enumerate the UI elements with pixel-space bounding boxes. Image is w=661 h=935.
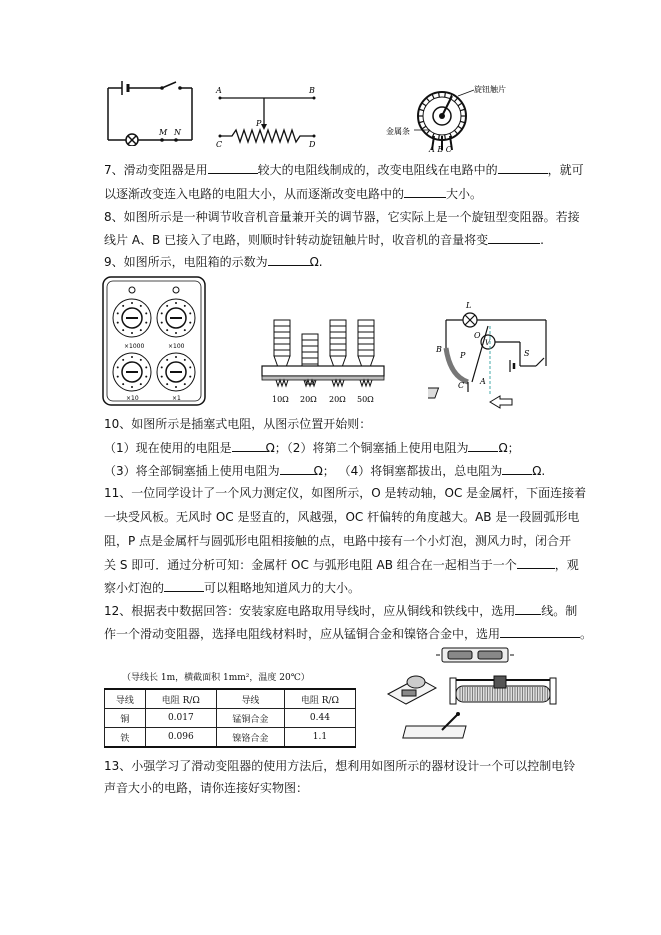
dial-mark <box>189 322 191 324</box>
knob-tick <box>454 130 457 134</box>
knob-tick <box>439 92 440 97</box>
question-11-line-5 <box>104 580 360 596</box>
plug-resistor-figure <box>258 298 388 408</box>
q11-text-5b: 可以粗略地知道风力的大小。 <box>204 581 361 595</box>
label-m: M <box>159 128 168 137</box>
dial-mark <box>140 305 142 307</box>
dial-mark <box>184 383 186 385</box>
dial-mark <box>161 366 163 368</box>
q7-text-3: ，就可 <box>547 163 584 177</box>
q7-blank-3[interactable] <box>404 186 446 198</box>
resistance-table <box>104 688 356 748</box>
q11-text-4b: ，观 <box>554 558 579 572</box>
wind-label-b: B <box>436 345 442 354</box>
dial-mark <box>166 329 168 331</box>
q10-text-4: （3）将全部铜塞插上使用电阻为 <box>104 464 280 478</box>
q12-text-1: 12、根据表中数据回答：安装家庭电路取用导线时，应从铜线和铁线中，选用 <box>104 604 516 618</box>
table-row <box>105 728 356 748</box>
question-8-line-2 <box>104 232 544 248</box>
table-cell: 铜 <box>105 709 146 728</box>
rheostat-schematic <box>212 84 322 148</box>
q10-text-6: Ω. <box>532 464 546 478</box>
table-cell: 锰铜合金 <box>216 709 284 728</box>
dial-mark <box>175 386 177 388</box>
knob-tick <box>422 103 426 106</box>
q10-text-3: Ω； <box>498 441 520 455</box>
knob-tick <box>458 126 462 129</box>
dial-mark <box>184 329 186 331</box>
q12-blank-2[interactable] <box>500 626 580 638</box>
wind-label-v: V <box>485 339 491 347</box>
label-p: P <box>256 119 262 128</box>
question-10-line-2 <box>104 463 545 479</box>
plug-label-20a: 20Ω <box>300 395 317 404</box>
dial-mark <box>184 359 186 361</box>
question-12-line-1 <box>104 603 577 619</box>
plug-label-50: 50Ω <box>357 395 374 404</box>
dial-mark <box>166 305 168 307</box>
dial-mark <box>122 329 124 331</box>
q12-text-3: 作一个滑动变阻器，选择电阻线材料时，应从锰铜合金和镍铬合金中，选用 <box>104 627 501 641</box>
dial-mark <box>140 359 142 361</box>
q9-blank[interactable] <box>268 254 310 266</box>
dial-mark <box>117 312 119 314</box>
rotary-knob-rheostat <box>380 82 510 152</box>
dial-mark <box>131 386 133 388</box>
knob-tick <box>426 98 429 102</box>
knob-tick <box>422 126 426 129</box>
knob-tick <box>419 121 424 122</box>
q9-text-2: Ω. <box>309 255 323 269</box>
knob-strip-label: 金属条 <box>386 127 410 136</box>
table-cell: 铁 <box>105 728 146 748</box>
question-10-title: 10、如图所示是插塞式电阻，从图示位置开始则： <box>104 417 372 431</box>
dial-mark <box>189 366 191 368</box>
table-header: 导线 <box>216 689 284 709</box>
knob-tick <box>460 109 465 110</box>
table-cell: 0.096 <box>145 728 216 748</box>
dial-mark <box>117 376 119 378</box>
resistance-table-caption: （导线长 1m，横截面积 1mm²，温度 20℃） <box>122 673 310 683</box>
q7-text-5: 大小。 <box>446 187 483 201</box>
q11-text-5a: 察小灯泡的 <box>104 581 165 595</box>
label-n: N <box>174 128 181 137</box>
dial-mark <box>189 312 191 314</box>
q12-blank-1[interactable] <box>515 603 541 615</box>
dial-mark <box>145 366 147 368</box>
question-7-line-1 <box>104 162 584 178</box>
q7-text-4: 以逐渐改变连入电路的电阻大小，从而逐渐改变电路中的 <box>104 187 405 201</box>
table-cell: 1.1 <box>284 728 355 748</box>
question-11-line-2: 一块受风板。无风时 OC 是竖直的，风越强，OC 杆偏转的角度越大。AB 是一段圆弧形电 <box>104 510 580 524</box>
table-cell: 镍铬合金 <box>216 728 284 748</box>
dial-mark <box>161 322 163 324</box>
q7-text-2: 较大的电阻线制成的，改变电阻线在电路中的 <box>257 163 498 177</box>
question-13-line-1: 13、小强学习了滑动变阻器的使用方法后，想利用如图所示的器材设计一个可以控制电铃 <box>104 759 576 773</box>
knob-tick <box>445 135 446 140</box>
wind-label-a: A <box>480 377 486 386</box>
table-row <box>105 709 356 728</box>
dial-mark <box>145 376 147 378</box>
dial-label-100: ×100 <box>168 343 185 350</box>
label-c: C <box>216 140 223 148</box>
dial-mark <box>161 312 163 314</box>
q10-text-1: （1）现在使用的电阻是 <box>104 441 232 455</box>
knob-title-label: 旋钮触片 <box>474 85 506 94</box>
q11-text-4a: 关 S 即可．通过分析可知：金属杆 OC 与弧形电阻 AB 组合在一起相当于一个 <box>104 558 517 572</box>
question-12-line-2 <box>104 626 592 642</box>
dial-mark <box>140 383 142 385</box>
wind-meter-figure <box>428 296 556 412</box>
dial-mark <box>131 332 133 334</box>
dial-mark <box>122 359 124 361</box>
dial-label-1: ×1 <box>172 395 181 402</box>
plug-label-20b: 20Ω <box>329 395 346 404</box>
table-header: 导线 <box>105 689 146 709</box>
dial-mark <box>175 332 177 334</box>
dial-mark <box>140 329 142 331</box>
table-header: 电阻 R/Ω <box>145 689 216 709</box>
wind-label-c: C <box>458 381 465 390</box>
label-d: D <box>309 140 316 148</box>
knob-tick <box>445 92 446 97</box>
dial-label-10: ×10 <box>126 395 139 402</box>
q12-text-2: 线。制 <box>541 604 578 618</box>
dial-mark <box>122 305 124 307</box>
q10-blank-2[interactable] <box>468 440 498 452</box>
q9-text-1: 9、如图所示，电阻箱的示数为 <box>104 255 268 269</box>
dial-label-1000: ×1000 <box>124 343 145 350</box>
wind-label-o: O <box>474 331 481 340</box>
dial-mark <box>122 383 124 385</box>
q11-blank-1[interactable] <box>517 557 555 569</box>
table-cell: 0.017 <box>145 709 216 728</box>
dial-mark <box>175 302 177 304</box>
q8-text-3: . <box>540 233 544 247</box>
table-cell: 0.44 <box>284 709 355 728</box>
q7-text-1: 7、滑动变阻器是用 <box>104 163 208 177</box>
q7-blank-2[interactable] <box>498 162 548 174</box>
q7-blank-1[interactable] <box>208 162 258 174</box>
q10-text-2: Ω；（2）将第二个铜塞插上使用电阻为 <box>265 441 469 455</box>
dial-mark <box>145 312 147 314</box>
q10-blank-1[interactable] <box>232 440 266 452</box>
wind-label-l: L <box>466 301 472 310</box>
wind-label-p: P <box>460 351 466 360</box>
question-10-line-1 <box>104 440 520 456</box>
dial-mark <box>189 376 191 378</box>
knob-abc-label: A B C <box>429 145 452 152</box>
table-header-row <box>105 689 356 709</box>
dial-mark <box>184 305 186 307</box>
knob-tick <box>426 130 429 134</box>
question-7-line-2 <box>104 186 482 202</box>
question-13-line-2: 声音大小的电路，请你连接好实物图： <box>104 781 309 795</box>
dial-mark <box>175 356 177 358</box>
knob-tick <box>432 94 434 99</box>
knob-tick <box>458 103 462 106</box>
q10-blank-4[interactable] <box>502 463 532 475</box>
question-11-line-4 <box>104 557 579 573</box>
circuit-diagram-lamp-switch <box>104 80 196 146</box>
q8-text-2: 线片 A、B 已接入了电路，则顺时针转动旋钮触片时，收音机的音量将变 <box>104 233 489 247</box>
knob-tick <box>460 121 465 122</box>
question-11-line-1: 11、一位同学设计了一个风力测定仪，如图所示，O 是转动轴，OC 是金属杆，下面连接着 <box>104 486 587 500</box>
q11-blank-2[interactable] <box>164 580 204 592</box>
question-8-line-1: 8、如图所示是一种调节收音机音量兼开关的调节器，它实际上是一个旋钮型变阻器。若接 <box>104 210 580 224</box>
apparatus-figure <box>384 644 570 748</box>
q12-text-4: 。 <box>580 627 593 641</box>
label-a: A <box>216 86 222 95</box>
wind-label-s: S <box>524 349 530 358</box>
dial-mark <box>131 302 133 304</box>
dial-mark <box>145 322 147 324</box>
dial-mark <box>166 383 168 385</box>
dial-mark <box>161 376 163 378</box>
q8-blank-1[interactable] <box>488 232 540 244</box>
resistance-box-figure <box>102 276 206 406</box>
q10-text-5: Ω； （4）将铜塞都拔出，总电阻为 <box>313 464 503 478</box>
question-11-line-3: 阻，P 点是金属杆与圆弧形电阻相接触的点，电路中接有一个小灯泡，测风力时，闭合开 <box>104 534 572 548</box>
table-header: 电阻 R/Ω <box>284 689 355 709</box>
dial-mark <box>131 356 133 358</box>
question-9 <box>104 254 323 270</box>
dial-mark <box>166 359 168 361</box>
plug-label-10: 10Ω <box>272 395 289 404</box>
label-b: B <box>309 86 315 95</box>
q10-blank-3[interactable] <box>280 463 314 475</box>
knob-tick <box>439 135 440 140</box>
dial-mark <box>117 322 119 324</box>
dial-mark <box>117 366 119 368</box>
knob-tick <box>419 109 424 110</box>
knob-tick <box>454 98 457 102</box>
